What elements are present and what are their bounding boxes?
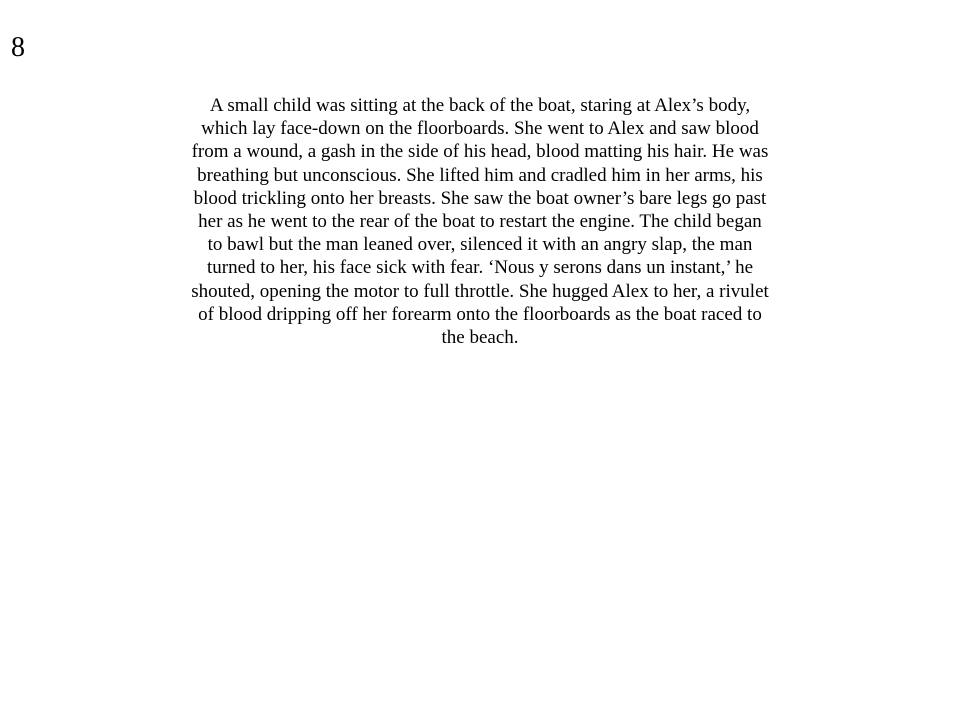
passage-line: the beach. [441, 327, 519, 349]
passage-line: blood trickling onto her breasts. She saw the boat owner’s bare legs go past [193, 187, 767, 209]
story-passage [130, 94, 830, 349]
passage-line: A small child was sitting at the back of the boat, staring at Alex’s body, [209, 95, 751, 116]
passage-line: to bawl but the man leaned over, silenced it with an angry slap, the man [207, 234, 753, 256]
passage-line: shouted, opening the motor to full throttle. She hugged Alex to her, a rivulet [191, 280, 769, 302]
passage-line: turned to her, his face sick with fear. ‘Nous y serons dans un instant,’ he [206, 257, 754, 279]
passage-line: of blood dripping off her forearm onto the floorboards as the boat raced to [198, 303, 762, 325]
page-number: 8 [11, 32, 25, 63]
passage-line: breathing but unconscious. She lifted him and cradled him in her arms, his [197, 164, 763, 186]
passage-line: which lay face-down on the floorboards. She went to Alex and saw blood [201, 118, 759, 140]
passage-line: her as he went to the rear of the boat to restart the engine. The child began [198, 211, 762, 233]
passage-line: from a wound, a gash in the side of his head, blood matting his hair. He was [191, 141, 769, 163]
